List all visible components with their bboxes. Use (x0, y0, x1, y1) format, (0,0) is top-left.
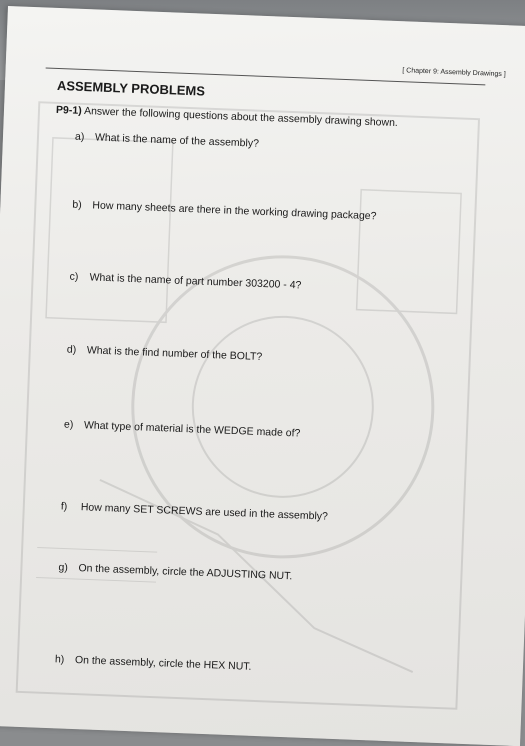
question-text: What is the name of part number 303200 - 4? (89, 271, 302, 292)
problem-prompt: Answer the following questions about the assembly drawing shown. (83, 105, 399, 130)
faint-assembly-drawing (11, 97, 484, 714)
question-text: What type of material is the WEDGE made of? (83, 419, 301, 440)
question-letter: h) (54, 653, 65, 666)
question-letter: e) (63, 418, 74, 431)
question-letter: c) (69, 270, 79, 283)
question-letter: g) (58, 561, 69, 574)
problem-number: P9-1) (55, 103, 82, 117)
section-heading: ASSEMBLY PROBLEMS (56, 77, 206, 99)
question-text: On the assembly, circle the HEX NUT. (74, 654, 252, 673)
question-text: What is the name of the assembly? (94, 131, 260, 150)
question-text: How many SET SCREWS are used in the assembly? (80, 501, 329, 523)
worksheet-page (0, 6, 525, 746)
question-text: How many sheets are there in the working drawing package? (92, 199, 377, 223)
question-text: What is the find number of the BOLT? (86, 344, 263, 364)
question-letter: f) (60, 500, 68, 513)
chapter-label: [ Chapter 9: Assembly Drawings ] (402, 67, 506, 79)
question-letter: d) (66, 343, 77, 356)
question-letter: a) (74, 130, 85, 144)
question-letter: b) (72, 198, 82, 211)
question-text: On the assembly, circle the ADJUSTING NUT. (78, 562, 293, 583)
